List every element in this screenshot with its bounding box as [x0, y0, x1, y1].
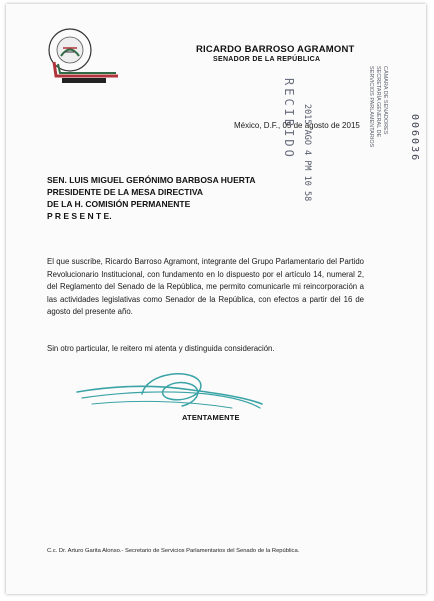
received-stamp-date: 2015 AGO 4 PM 10 58 [302, 104, 312, 202]
letter-date: México, D.F., 05 de agosto de 2015 [234, 121, 360, 130]
office-stamp-line: SERVICIOS PARLAMENTARIOS [368, 66, 374, 148]
body-paragraph: El que suscribe, Ricardo Barroso Agramont, integrante del Grupo Parlamentario del Partido Revolucionario Institucional, con fundamento en lo dispuesto por el artículo 14, numeral 2, del Reglamento del Senado de la República, me permito comunicarle mi reincorporación a las actividades legislativas como Senador de la República, con efectos a partir del 16 de agosto del presente año. [47, 257, 364, 317]
senate-seal-logo [46, 26, 126, 84]
closing-line: Sin otro particular, le reitero mi atenta y distinguida consideración. [47, 344, 275, 353]
received-stamp-word: RECIBIDO [282, 78, 296, 160]
addressee-name: SEN. LUIS MIGUEL GERÓNIMO BARBOSA HUERTA [47, 175, 256, 185]
sender-name: RICARDO BARROSO AGRAMONT [196, 44, 355, 55]
office-stamp-line: SECRETARÍA GENERAL DE [375, 66, 381, 138]
letter-page [6, 4, 426, 594]
folio-number: 006036 [409, 114, 420, 163]
addressee-block [47, 174, 256, 222]
carbon-copy-line: C.c. Dr. Arturo Garita Alonso.- Secretario de Servicios Parlamentarios del Senado de la República. [47, 548, 300, 554]
office-stamp-line: CÁMARA DE SENADORES [382, 66, 388, 135]
addressee-position: PRESIDENTE DE LA MESA DIRECTIVA [47, 187, 204, 197]
office-stamp [367, 66, 388, 148]
closing-regards: ATENTAMENTE [182, 413, 240, 422]
addressee-presente: P R E S E N T E. [47, 211, 112, 221]
addressee-body: DE LA H. COMISIÓN PERMANENTE [47, 199, 191, 209]
handwritten-signature [72, 364, 272, 424]
sender-title: SENADOR DE LA REPÚBLICA [213, 56, 321, 63]
